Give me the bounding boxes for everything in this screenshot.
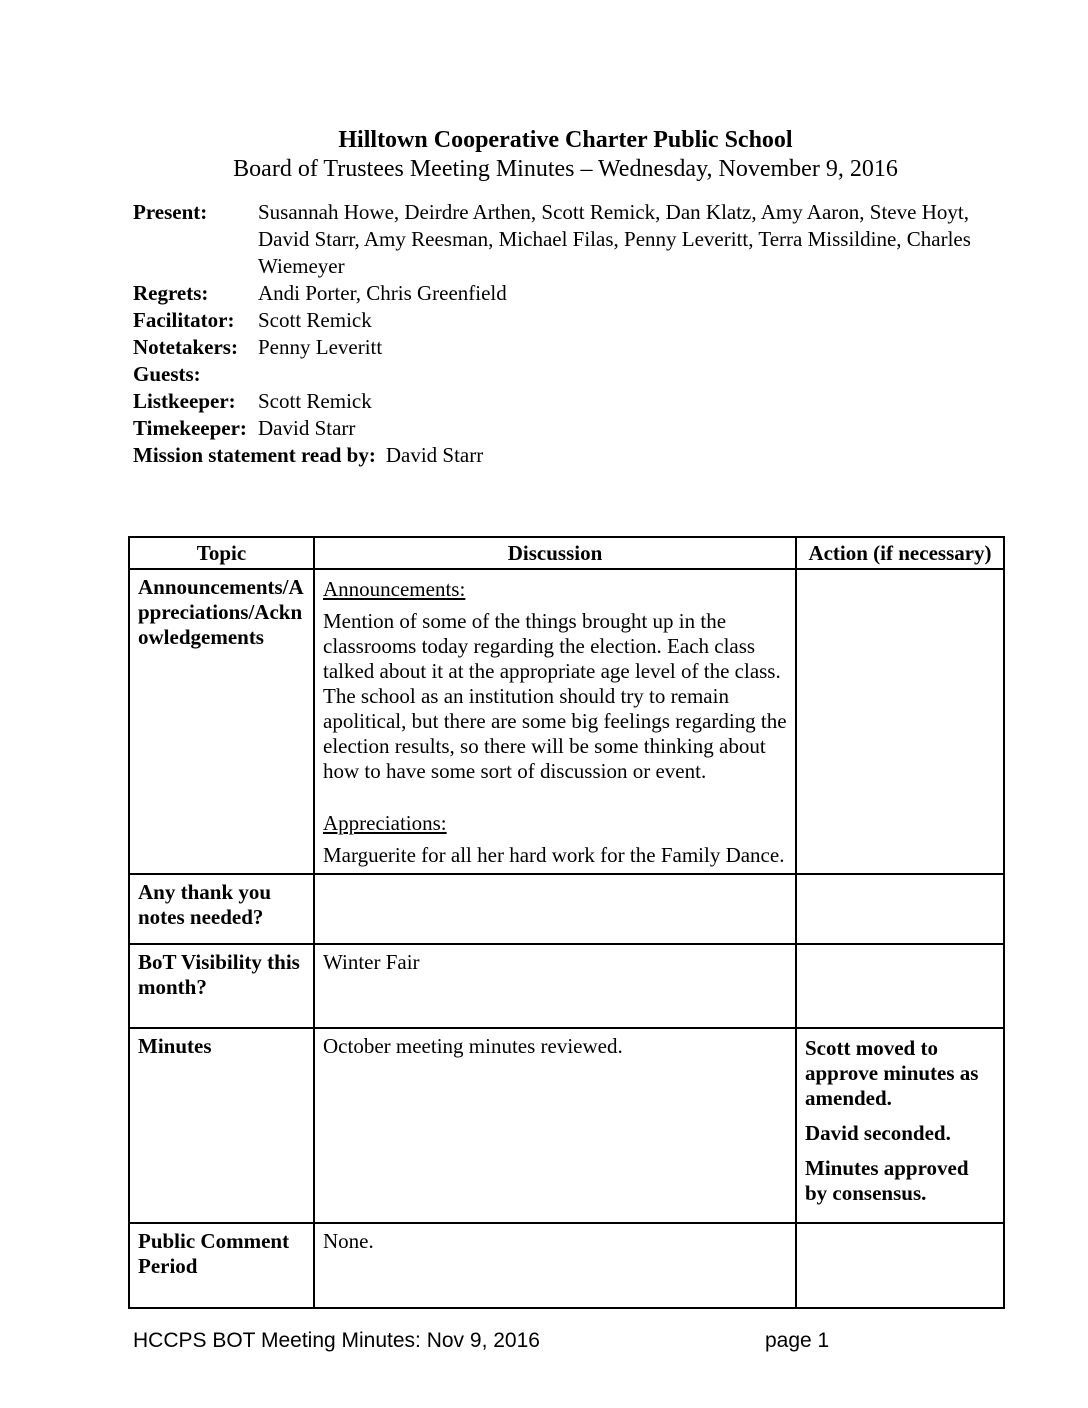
table-header-row xyxy=(129,537,1004,569)
meta-row-listkeeper xyxy=(133,388,1003,415)
meeting-meta-block xyxy=(128,199,1003,469)
timekeeper-value: David Starr xyxy=(258,416,356,440)
page-footer xyxy=(128,1329,1003,1353)
discussion-cell: Winter Fair xyxy=(314,944,796,1028)
regrets-label: Regrets: xyxy=(133,281,209,305)
meta-row-notetakers xyxy=(133,334,1003,361)
listkeeper-label: Listkeeper: xyxy=(133,389,236,413)
action-cell xyxy=(796,1223,1004,1308)
action-column-header: Action (if necessary) xyxy=(796,537,1004,569)
guests-label: Guests: xyxy=(133,362,201,386)
facilitator-label: Facilitator: xyxy=(133,308,235,332)
present-value: Susannah Howe, Deirdre Arthen, Scott Remick, Dan Klatz, Amy Aaron, Steve Hoyt, David Starr, Amy Reesman, Michael Filas, Penny Leveritt, Terra Missildine, Charles Wiemeyer xyxy=(258,200,971,278)
present-label: Present: xyxy=(133,200,208,224)
table-row-public-comment xyxy=(129,1223,1004,1308)
appreciations-paragraph: Marguerite for all her hard work for the Family Dance. xyxy=(323,843,785,867)
action-cell xyxy=(796,944,1004,1028)
meta-row-guests xyxy=(133,361,1003,388)
topic-cell: Any thank you notes needed? xyxy=(129,874,314,944)
regrets-value: Andi Porter, Chris Greenfield xyxy=(258,281,507,305)
mission-statement-value: David Starr xyxy=(385,443,484,467)
topic-cell: Minutes xyxy=(129,1028,314,1223)
document-subtitle: Board of Trustees Meeting Minutes – Wednesday, November 9, 2016 xyxy=(233,156,898,182)
discussion-cell xyxy=(314,569,796,874)
action-paragraph: Scott moved to approve minutes as amended. xyxy=(805,1036,979,1110)
discussion-column-header: Discussion xyxy=(314,537,796,569)
notetakers-label: Notetakers: xyxy=(133,335,238,359)
action-cell xyxy=(796,569,1004,874)
action-paragraph: Minutes approved by consensus. xyxy=(805,1156,969,1205)
meta-row-timekeeper xyxy=(133,415,1003,442)
listkeeper-value: Scott Remick xyxy=(258,389,372,413)
meta-row-mission-statement xyxy=(133,442,1003,469)
table-row-bot-visibility xyxy=(129,944,1004,1028)
meta-row-present xyxy=(133,199,1003,280)
topic-column-header: Topic xyxy=(129,537,314,569)
timekeeper-label: Timekeeper: xyxy=(133,416,247,440)
topic-cell: Public Comment Period xyxy=(129,1223,314,1308)
topic-cell: Announcements/Appreciations/Acknowledgements xyxy=(129,569,314,874)
facilitator-value: Scott Remick xyxy=(258,308,372,332)
topic-cell: BoT Visibility this month? xyxy=(129,944,314,1028)
action-cell xyxy=(796,1028,1004,1223)
minutes-table xyxy=(128,536,1005,1309)
announcements-paragraph: Mention of some of the things brought up in the classrooms today regarding the election. Each class talked about it at the appropriate age level of the class. The school as an institution should try to remain apolitical, but there are some big feelings regarding the election results, so there will be some thinking about how to have some sort of discussion or event. xyxy=(323,609,787,783)
discussion-cell xyxy=(314,874,796,944)
meta-row-regrets xyxy=(133,280,1003,307)
guests-value xyxy=(258,361,1003,388)
appreciations-heading: Appreciations: xyxy=(323,811,447,835)
action-cell xyxy=(796,874,1004,944)
document-page xyxy=(128,0,1003,1353)
notetakers-value: Penny Leveritt xyxy=(258,335,383,359)
table-row-announcements xyxy=(129,569,1004,874)
mission-statement-label: Mission statement read by: xyxy=(133,443,376,467)
document-title: Hilltown Cooperative Charter Public School xyxy=(338,127,793,153)
footer-page-number: page 1 xyxy=(765,1329,830,1352)
discussion-cell: None. xyxy=(314,1223,796,1308)
discussion-cell: October meeting minutes reviewed. xyxy=(314,1028,796,1223)
meta-row-facilitator xyxy=(133,307,1003,334)
action-paragraph: David seconded. xyxy=(805,1121,951,1145)
table-row-thank-you-notes xyxy=(129,874,1004,944)
footer-document-label: HCCPS BOT Meeting Minutes: Nov 9, 2016 xyxy=(133,1329,540,1352)
announcements-heading: Announcements: xyxy=(323,577,466,601)
table-row-minutes xyxy=(129,1028,1004,1223)
